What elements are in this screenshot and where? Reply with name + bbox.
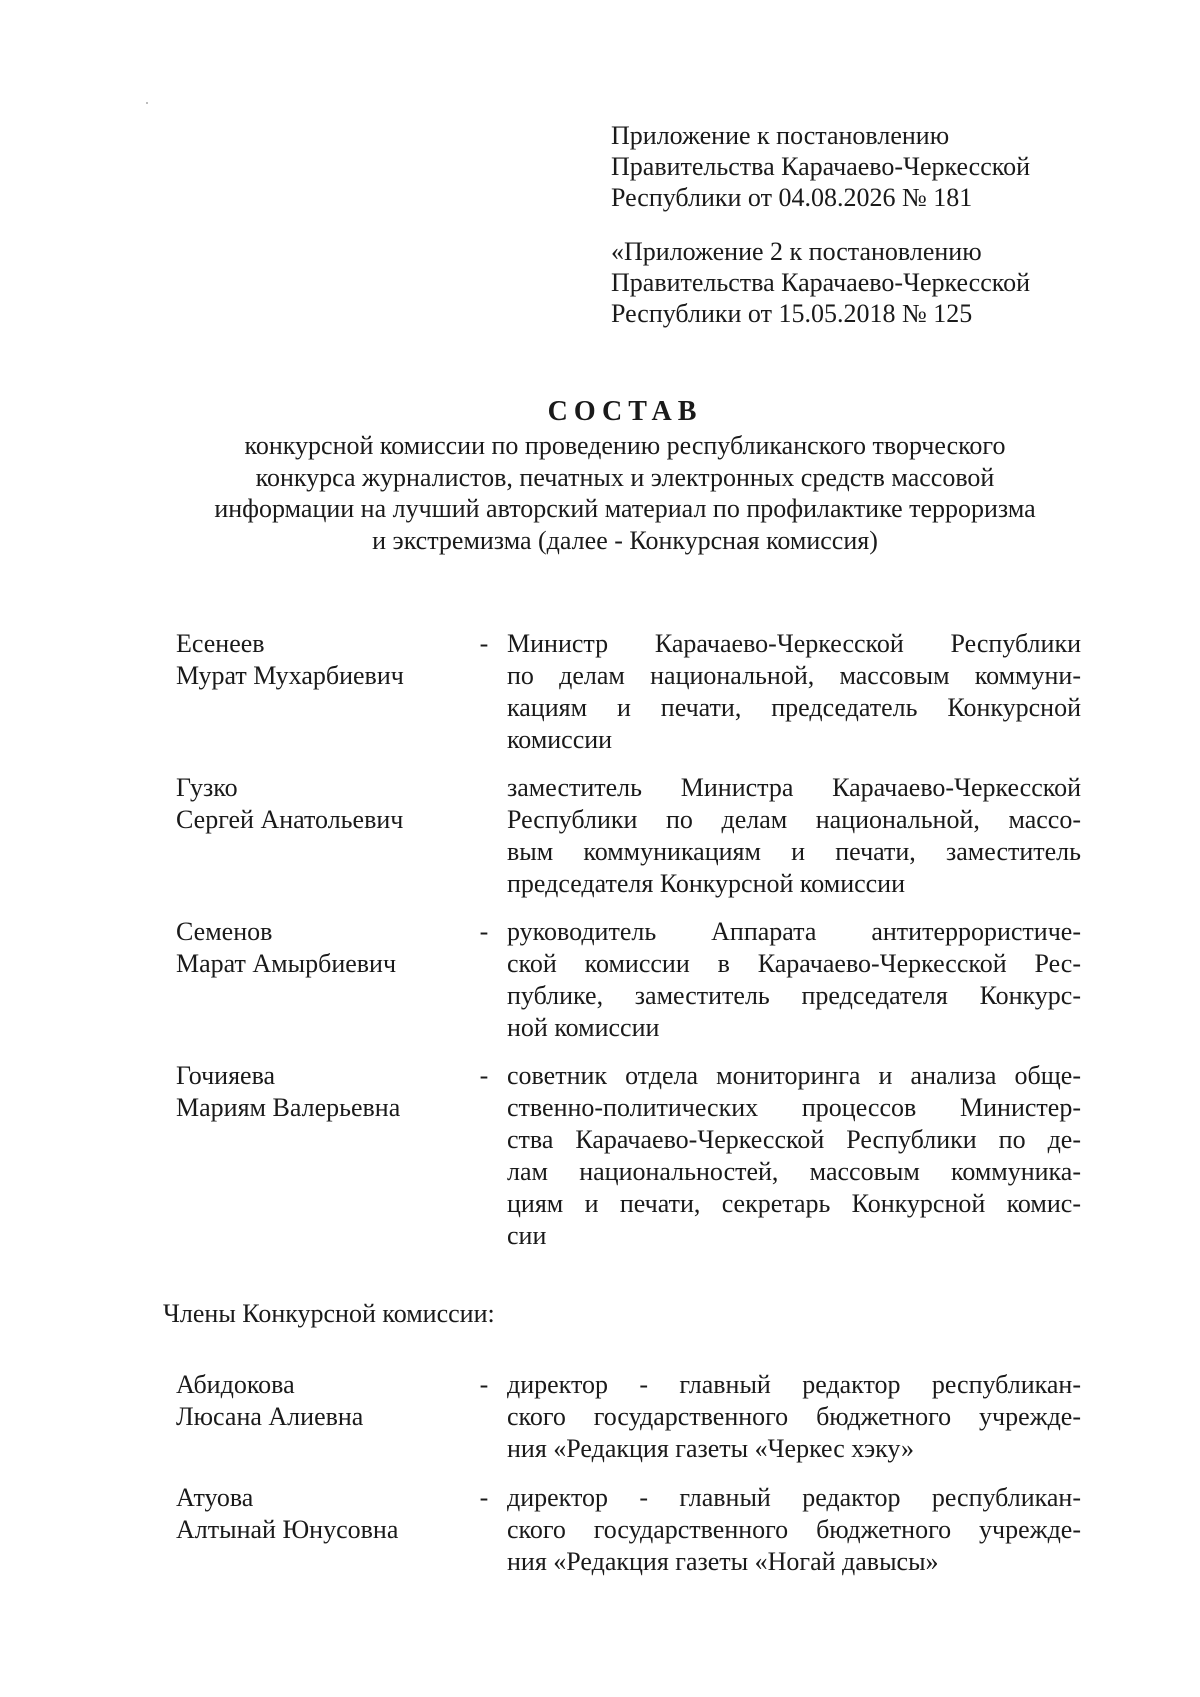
position-line: кациям и печати, председатель Конкурсной: [507, 693, 1081, 722]
position-line: по делам национальной, массовым коммуни-: [507, 661, 1081, 690]
position-line: ского государственного бюджетного учрежде-: [507, 1515, 1081, 1544]
member-dash: -: [479, 1483, 489, 1512]
position-line: ственно-политических процессов Министер-: [507, 1093, 1081, 1122]
position-line: Республики по делам национальной, массо-: [507, 805, 1081, 834]
member-given-name: Люсана Алиевна: [176, 1402, 364, 1431]
position-line: вым коммуникациям и печати, заместитель: [507, 837, 1081, 866]
position-line: ния «Редакция газеты «Ногай давысы»: [507, 1547, 939, 1576]
document-title: СОСТАВ: [547, 396, 703, 427]
member-surname: Атуова: [176, 1483, 254, 1512]
member-surname: Абидокова: [176, 1370, 295, 1399]
member-position: [507, 916, 1081, 1044]
member-name: [176, 916, 466, 980]
position-line: публике, заместитель председателя Конкурс-: [507, 981, 1081, 1010]
position-line: директор - главный редактор республикан-: [507, 1483, 1081, 1512]
attachment-block: [611, 120, 1030, 213]
attachment-line: «Приложение 2 к постановлению: [611, 237, 982, 266]
member-dash: -: [479, 917, 489, 946]
scan-speck: [146, 102, 148, 104]
position-line: циям и печати, секретарь Конкурсной комис-: [507, 1189, 1081, 1218]
position-line: заместитель Министра Карачаево-Черкесской: [507, 773, 1081, 802]
position-line: Министр Карачаево-Черкесской Республики: [507, 629, 1081, 658]
subtitle-line: конкурса журналистов, печатных и электронных средств массовой: [255, 462, 995, 492]
attachment-line: Республики от 15.05.2018 № 125: [611, 299, 973, 328]
member-name: [176, 772, 466, 836]
subtitle-line: конкурсной комиссии по проведению республиканского творческого: [244, 431, 1006, 460]
attachment-line: Правительства Карачаево-Черкесской: [611, 268, 1030, 297]
position-line: руководитель Аппарата антитеррористиче-: [507, 917, 1081, 946]
member-name: [176, 1369, 466, 1433]
position-line: директор - главный редактор республикан-: [507, 1370, 1081, 1399]
position-line: советник отдела мониторинга и анализа обще-: [507, 1061, 1081, 1090]
member-surname: Гочияева: [176, 1061, 276, 1090]
position-line: комиссии: [507, 725, 613, 754]
attachment-line: Правительства Карачаево-Черкесской: [611, 152, 1030, 181]
member-dash: -: [479, 1370, 489, 1399]
member-given-name: Марат Амырбиевич: [176, 949, 397, 978]
position-line: ной комиссии: [507, 1013, 660, 1042]
member-position: [507, 1482, 1081, 1578]
attachment-line: Республики от 04.08.2026 № 181: [611, 183, 973, 212]
document-subtitle: [120, 430, 1130, 556]
attachment-line: Приложение к постановлению: [611, 121, 950, 150]
member-given-name: Алтынай Юнусовна: [176, 1515, 399, 1544]
subtitle-line: информации на лучший авторский материал по профилактике терроризма: [214, 494, 1036, 523]
member-name: [176, 1060, 466, 1124]
member-position: [507, 1060, 1081, 1252]
member-surname: Есенеев: [176, 629, 265, 658]
position-line: председателя Конкурсной комиссии: [507, 869, 906, 898]
position-line: ния «Редакция газеты «Черкес хэку»: [507, 1434, 915, 1463]
position-line: ской комиссии в Карачаево-Черкесской Рес-: [507, 949, 1081, 978]
members-section-label: Члены Конкурсной комиссии:: [163, 1299, 495, 1328]
member-given-name: Сергей Анатольевич: [176, 805, 404, 834]
member-given-name: Мариям Валерьевна: [176, 1093, 401, 1122]
member-name: [176, 628, 466, 692]
member-position: [507, 628, 1081, 756]
member-dash: -: [479, 629, 489, 658]
original-attachment-block: [611, 236, 1030, 329]
member-position: [507, 1369, 1081, 1465]
position-line: лам национальностей, массовым коммуника-: [507, 1157, 1081, 1186]
member-given-name: Мурат Мухарбиевич: [176, 661, 404, 690]
member-position: [507, 772, 1081, 900]
member-dash: -: [479, 1061, 489, 1090]
position-line: ского государственного бюджетного учрежде-: [507, 1402, 1081, 1431]
position-line: ства Карачаево-Черкесской Республики по де-: [507, 1125, 1081, 1154]
subtitle-line: и экстремизма (далее - Конкурсная комиссия): [372, 525, 878, 555]
member-surname: Семенов: [176, 917, 273, 946]
position-line: сии: [507, 1221, 547, 1250]
member-surname: Гузко: [176, 773, 238, 802]
member-name: [176, 1482, 466, 1546]
